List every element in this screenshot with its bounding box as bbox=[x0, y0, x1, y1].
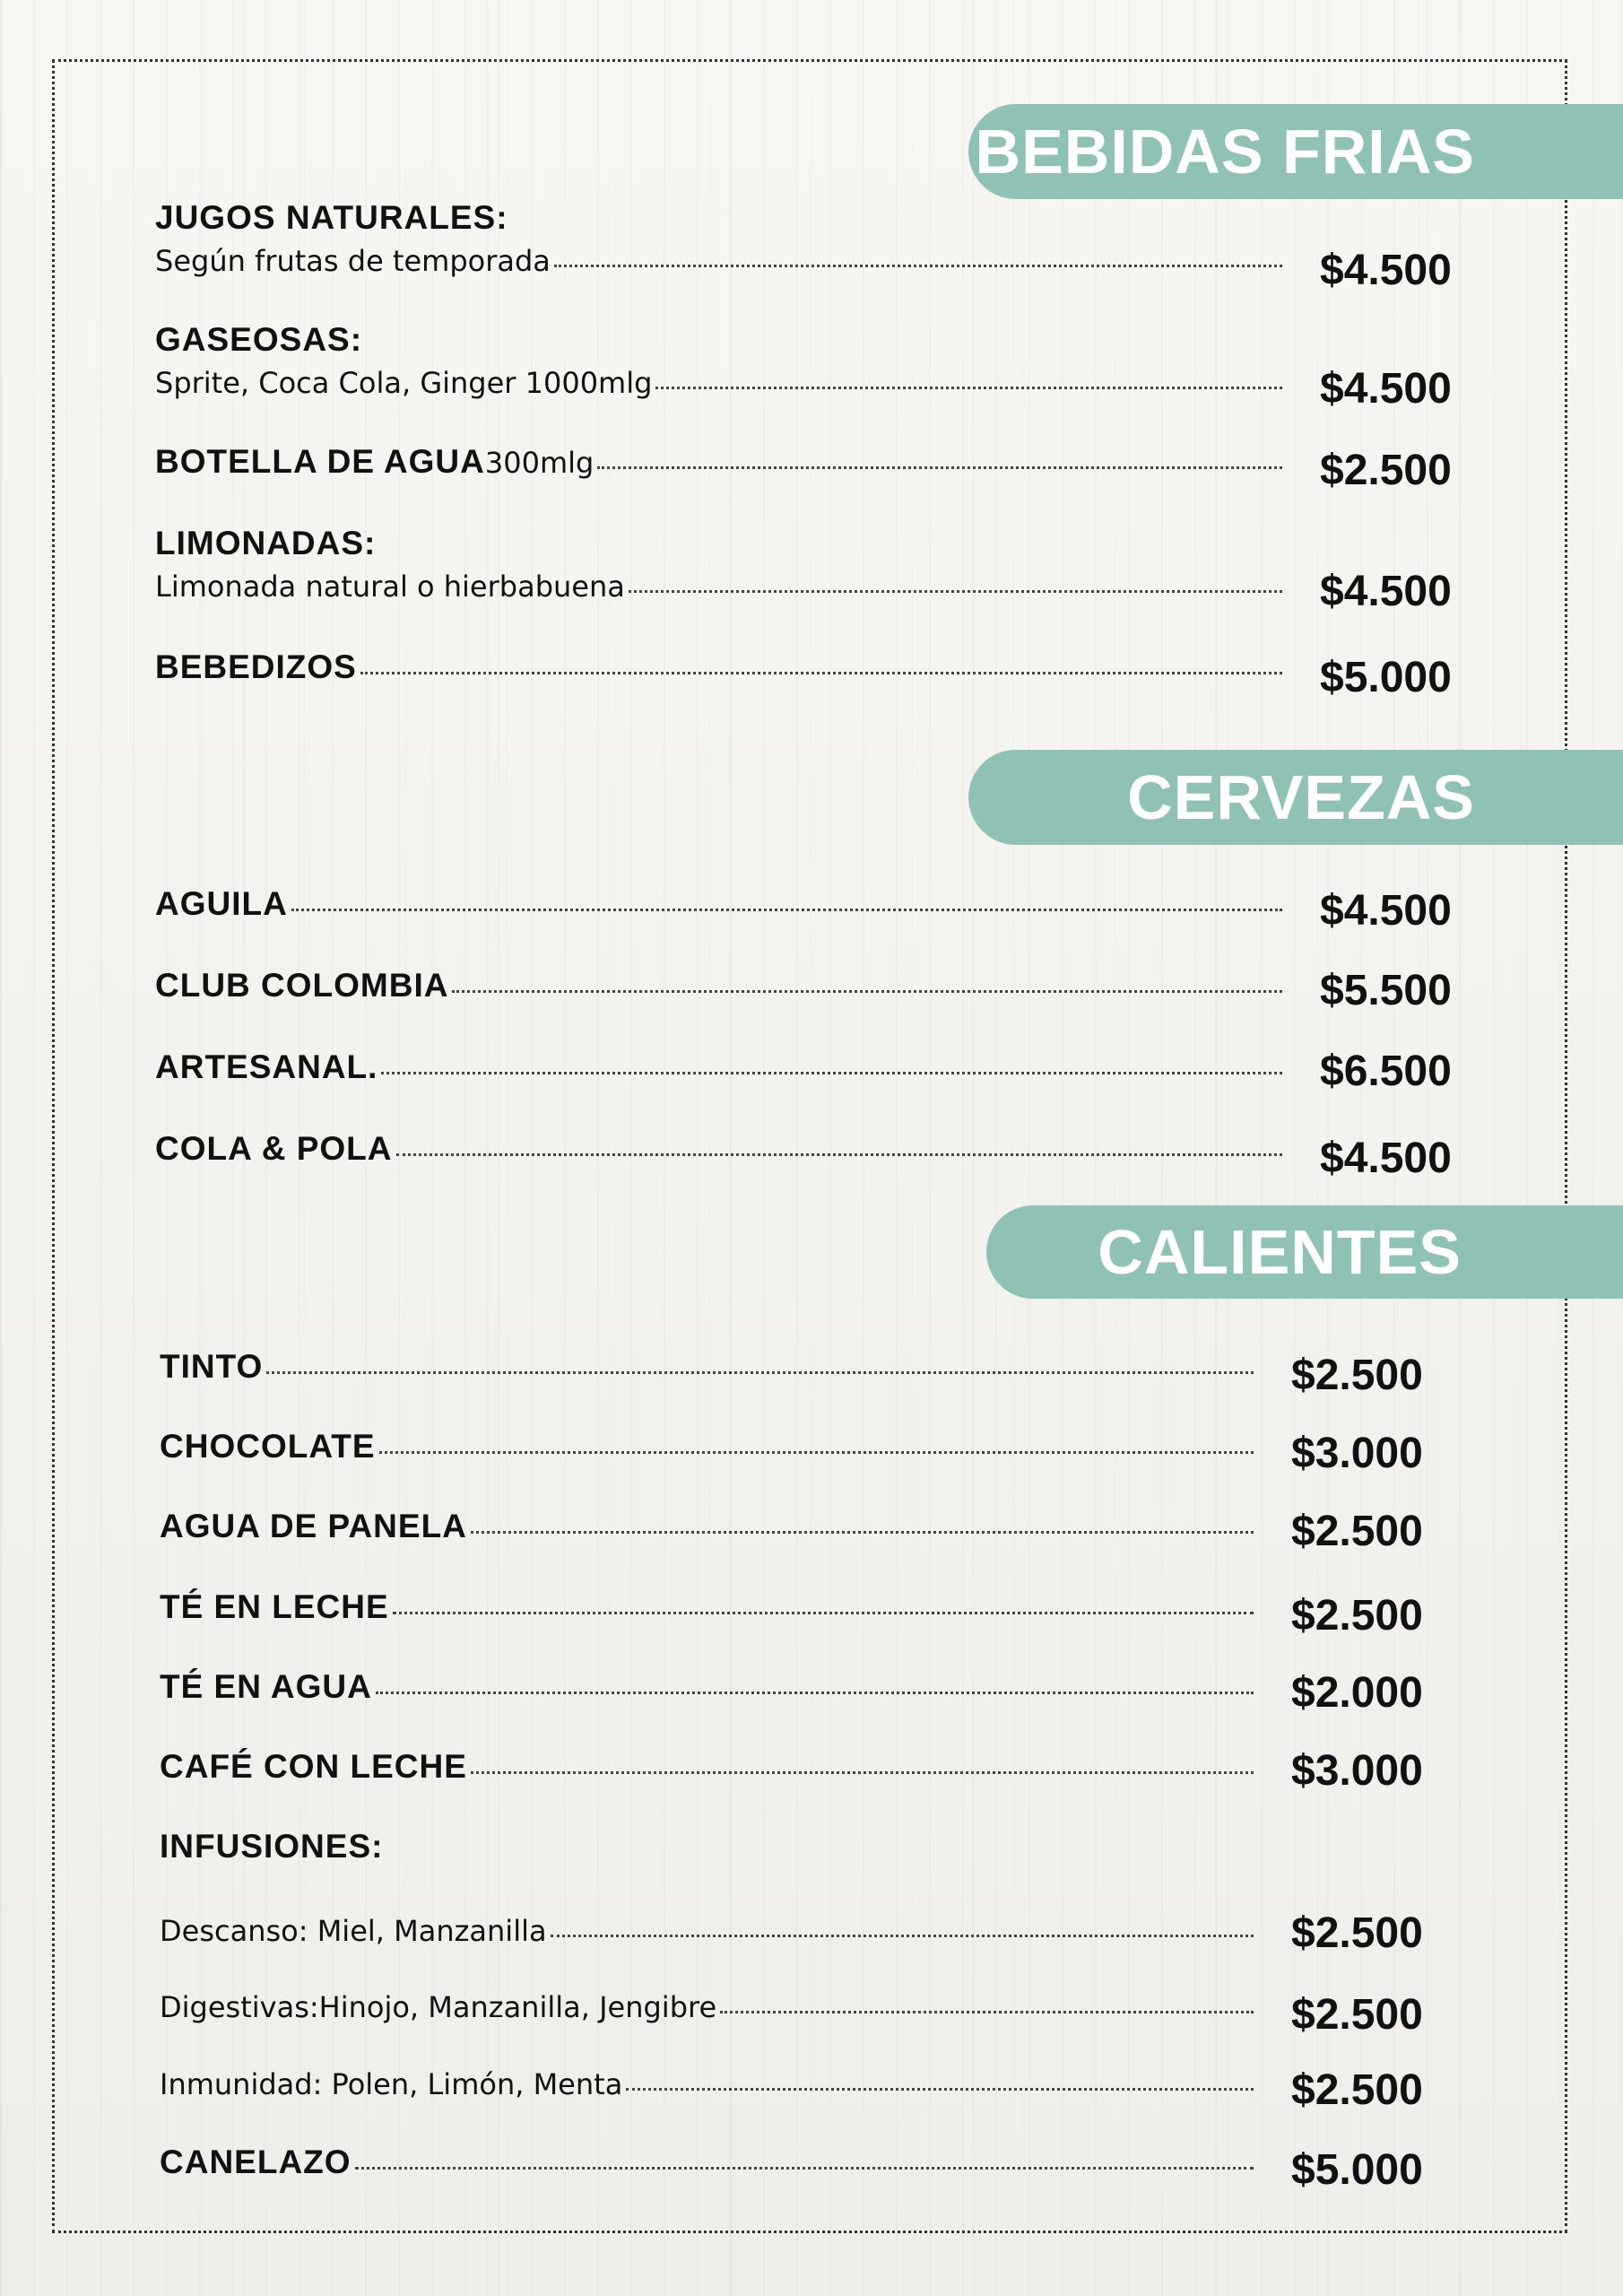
item-desc: Digestivas:Hinojo, Manzanilla, Jengibre bbox=[160, 1990, 717, 2024]
menu-item-agua-panela bbox=[160, 1508, 1254, 1545]
item-heading-limonadas: LIMONADAS: bbox=[155, 525, 377, 561]
item-price: $2.500 bbox=[1320, 447, 1452, 494]
dot-leader bbox=[551, 1935, 1254, 1937]
dot-leader bbox=[626, 2088, 1254, 2091]
item-price: $5.000 bbox=[1320, 654, 1452, 701]
menu-item-jugos bbox=[155, 244, 1282, 278]
dot-leader bbox=[597, 466, 1282, 469]
item-price: $4.500 bbox=[1320, 247, 1452, 294]
item-price: $2.500 bbox=[1291, 1592, 1423, 1639]
item-price: $4.500 bbox=[1320, 887, 1452, 935]
menu-item-te-leche bbox=[160, 1588, 1254, 1626]
item-desc: Descanso: Miel, Manzanilla bbox=[160, 1914, 547, 1948]
dot-leader bbox=[554, 265, 1282, 267]
dot-leader bbox=[452, 990, 1282, 993]
item-price: $5.000 bbox=[1291, 2146, 1423, 2194]
menu-item-botella-agua bbox=[155, 443, 1282, 481]
dot-leader bbox=[396, 1153, 1282, 1156]
menu-item-aguila bbox=[155, 885, 1282, 923]
item-name: TÉ EN LECHE bbox=[160, 1588, 389, 1625]
dot-leader bbox=[360, 672, 1282, 674]
dot-leader bbox=[376, 1692, 1254, 1694]
item-name: CHOCOLATE bbox=[160, 1428, 376, 1465]
item-name: COLA & POLA bbox=[155, 1130, 393, 1167]
menu-item-limonadas bbox=[155, 570, 1282, 604]
item-price: $5.500 bbox=[1320, 967, 1452, 1014]
item-name: AGUA DE PANELA bbox=[160, 1508, 467, 1544]
section-banner-cervezas bbox=[968, 750, 1623, 845]
item-price: $6.500 bbox=[1320, 1048, 1452, 1095]
item-price: $4.500 bbox=[1320, 1135, 1452, 1182]
item-desc: Inmunidad: Polen, Limón, Menta bbox=[160, 2067, 623, 2101]
section-banner-calientes bbox=[986, 1205, 1623, 1299]
menu-item-chocolate bbox=[160, 1428, 1254, 1465]
menu-item-tinto bbox=[160, 1348, 1254, 1386]
item-desc: Limonada natural o hierbabuena bbox=[155, 570, 625, 604]
menu-item-gaseosas bbox=[155, 366, 1282, 400]
item-price: $3.000 bbox=[1291, 1430, 1423, 1477]
menu-item-infusion-descanso bbox=[160, 1914, 1254, 1948]
menu-item-infusion-digestivas bbox=[160, 1990, 1254, 2024]
menu-item-artesanal bbox=[155, 1048, 1282, 1086]
item-price: $3.000 bbox=[1291, 1747, 1423, 1795]
item-name: CANELAZO bbox=[160, 2144, 352, 2180]
dot-leader bbox=[720, 2011, 1254, 2013]
item-heading-infusiones: INFUSIONES: bbox=[160, 1828, 384, 1865]
item-price: $2.500 bbox=[1291, 1991, 1423, 2039]
dot-leader bbox=[655, 387, 1282, 389]
section-title: CALIENTES bbox=[1098, 1217, 1462, 1287]
menu-item-bebedizos bbox=[155, 648, 1282, 686]
item-name: ARTESANAL. bbox=[155, 1048, 378, 1085]
item-desc: Sprite, Coca Cola, Ginger 1000mlg bbox=[155, 366, 653, 400]
item-price: $4.500 bbox=[1320, 365, 1452, 413]
dot-leader bbox=[393, 1612, 1254, 1614]
dot-leader bbox=[381, 1072, 1282, 1074]
dot-leader bbox=[266, 1371, 1254, 1374]
dot-leader bbox=[355, 2167, 1254, 2170]
dot-leader bbox=[291, 909, 1282, 911]
item-price: $2.500 bbox=[1291, 1909, 1423, 1957]
section-title: CERVEZAS bbox=[1127, 762, 1475, 832]
item-desc: Según frutas de temporada bbox=[155, 244, 551, 278]
item-price: $2.500 bbox=[1291, 1352, 1423, 1399]
item-heading-jugos: JUGOS NATURALES: bbox=[155, 199, 508, 236]
item-name: TÉ EN AGUA bbox=[160, 1668, 372, 1705]
menu-item-canelazo bbox=[160, 2144, 1254, 2181]
dot-leader bbox=[471, 1771, 1254, 1774]
item-heading-gaseosas: GASEOSAS: bbox=[155, 321, 363, 358]
item-name: BEBEDIZOS bbox=[155, 648, 357, 685]
item-price: $2.000 bbox=[1291, 1669, 1423, 1717]
dot-leader bbox=[629, 590, 1282, 593]
menu-item-cola-pola bbox=[155, 1130, 1282, 1168]
menu-item-cafe-leche bbox=[160, 1748, 1254, 1786]
dot-leader bbox=[471, 1531, 1254, 1534]
item-name: BOTELLA DE AGUA bbox=[155, 443, 485, 480]
menu-item-club-colombia bbox=[155, 967, 1282, 1004]
item-name: CAFÉ CON LECHE bbox=[160, 1748, 467, 1785]
section-banner-bebidas-frias bbox=[968, 104, 1623, 199]
item-price: $2.500 bbox=[1291, 2066, 1423, 2114]
item-name: AGUILA bbox=[155, 885, 288, 922]
item-price: $4.500 bbox=[1320, 568, 1452, 615]
menu-item-infusion-inmunidad bbox=[160, 2067, 1254, 2101]
item-name: CLUB COLOMBIA bbox=[155, 967, 449, 1004]
dot-leader bbox=[379, 1451, 1254, 1454]
item-desc: 300mlg bbox=[484, 446, 595, 480]
item-name: TINTO bbox=[160, 1348, 264, 1385]
menu-item-te-agua bbox=[160, 1668, 1254, 1706]
item-price: $2.500 bbox=[1291, 1508, 1423, 1555]
section-title: BEBIDAS FRIAS bbox=[975, 117, 1475, 187]
